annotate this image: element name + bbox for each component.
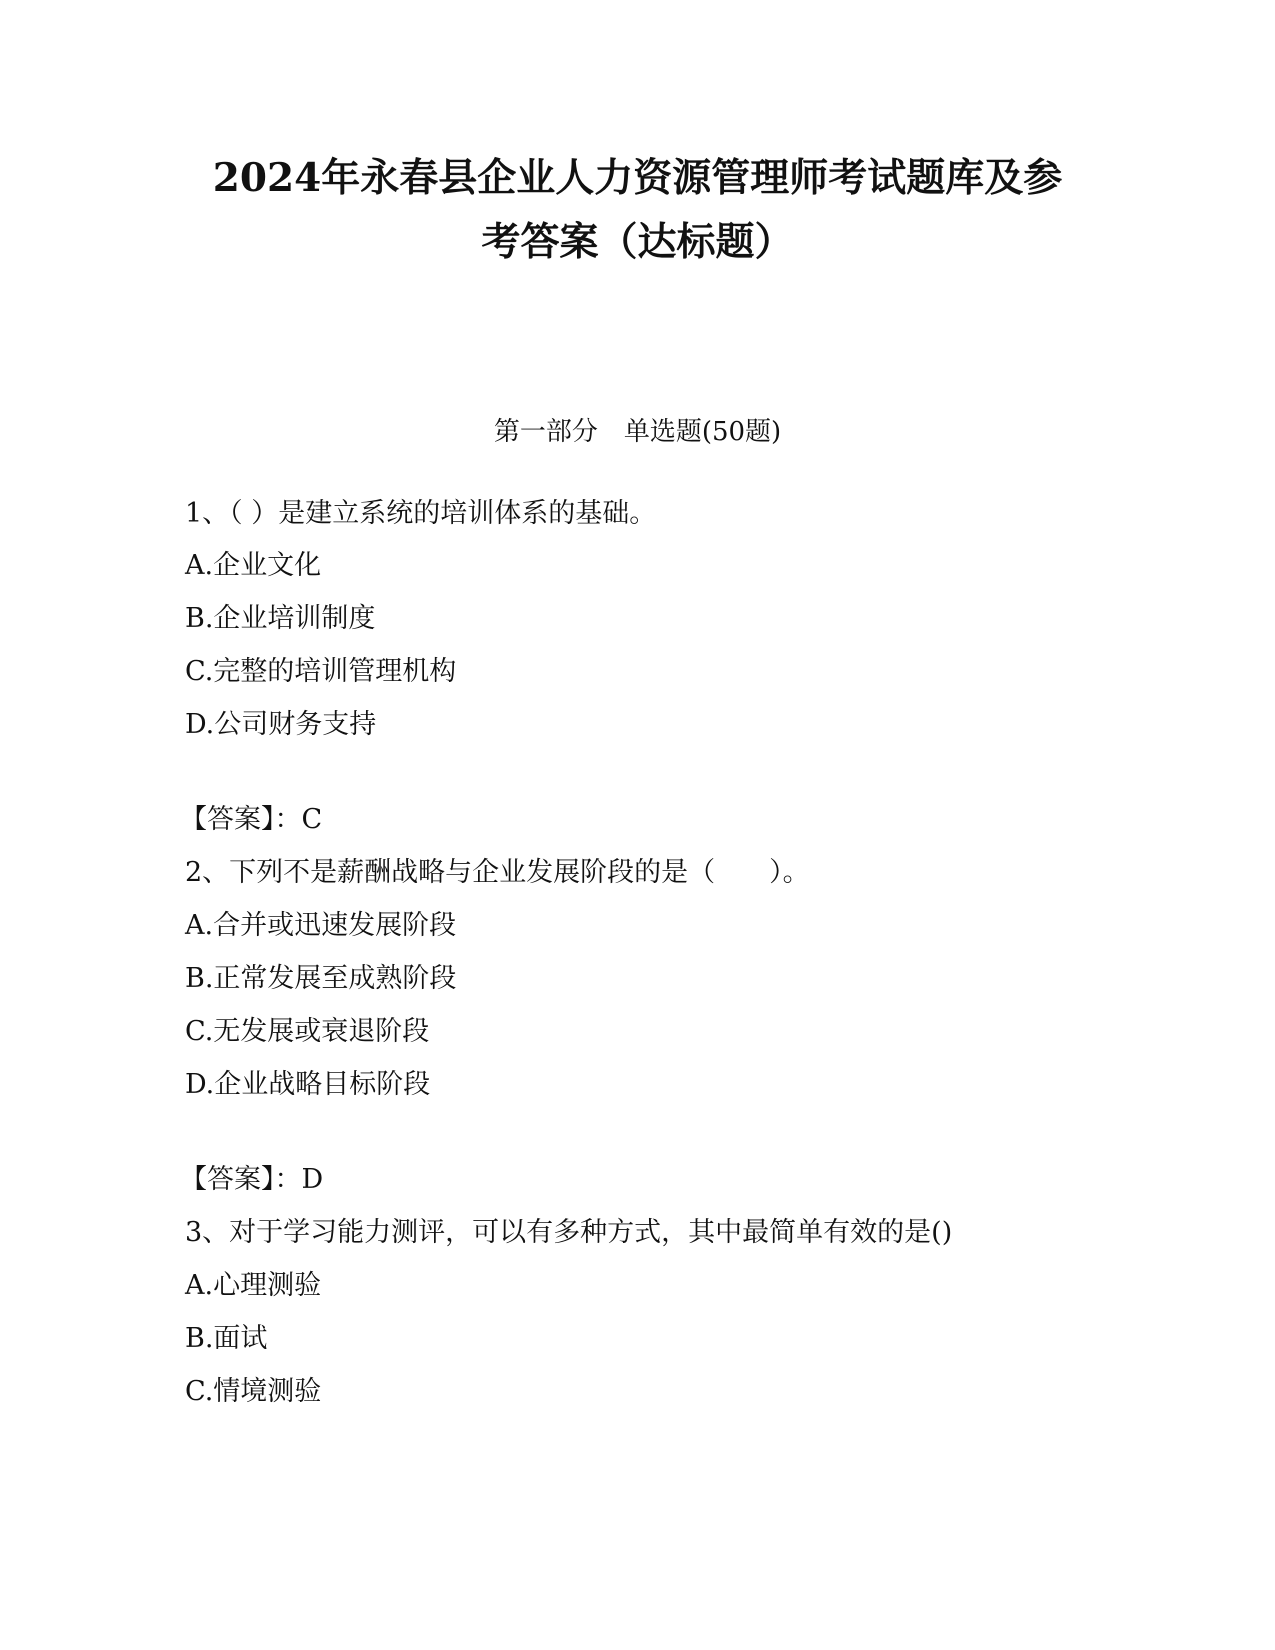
question-3-option-b: B.面试 (185, 1323, 268, 1354)
question-2-option-d: D.企业战略目标阶段 (185, 1069, 431, 1100)
question-2-answer: 【答案】：D (180, 1164, 324, 1195)
document-title-line-1: 2024年永春县企业人力资源管理师考试题库及参 (212, 155, 1063, 201)
question-1-option-b: B.企业培训制度 (185, 603, 376, 634)
question-1-option-d: D.公司财务支持 (185, 709, 377, 740)
document-title-line-2: 考答案（达标题） (481, 219, 794, 265)
question-1-stem: 1、（ ）是建立系统的培训体系的基础。 (185, 498, 657, 529)
question-3-option-c: C.情境测验 (185, 1376, 322, 1407)
question-1-option-c: C.完整的培训管理机构 (185, 656, 457, 687)
question-1-option-a: A.企业文化 (185, 550, 322, 581)
question-1-answer: 【答案】：C (180, 804, 323, 835)
question-3-option-a: A.心理测验 (185, 1270, 322, 1301)
question-2-stem: 2、下列不是薪酬战略与企业发展阶段的是（ ）。 (185, 857, 810, 888)
question-3-stem: 3、对于学习能力测评，可以有多种方式，其中最简单有效的是() (185, 1217, 953, 1248)
section-heading: 第一部分 单选题(50题) (493, 417, 782, 447)
question-2-option-b: B.正常发展至成熟阶段 (185, 963, 457, 994)
question-2-option-a: A.合并或迅速发展阶段 (185, 910, 457, 941)
question-2-option-c: C.无发展或衰退阶段 (185, 1016, 430, 1047)
